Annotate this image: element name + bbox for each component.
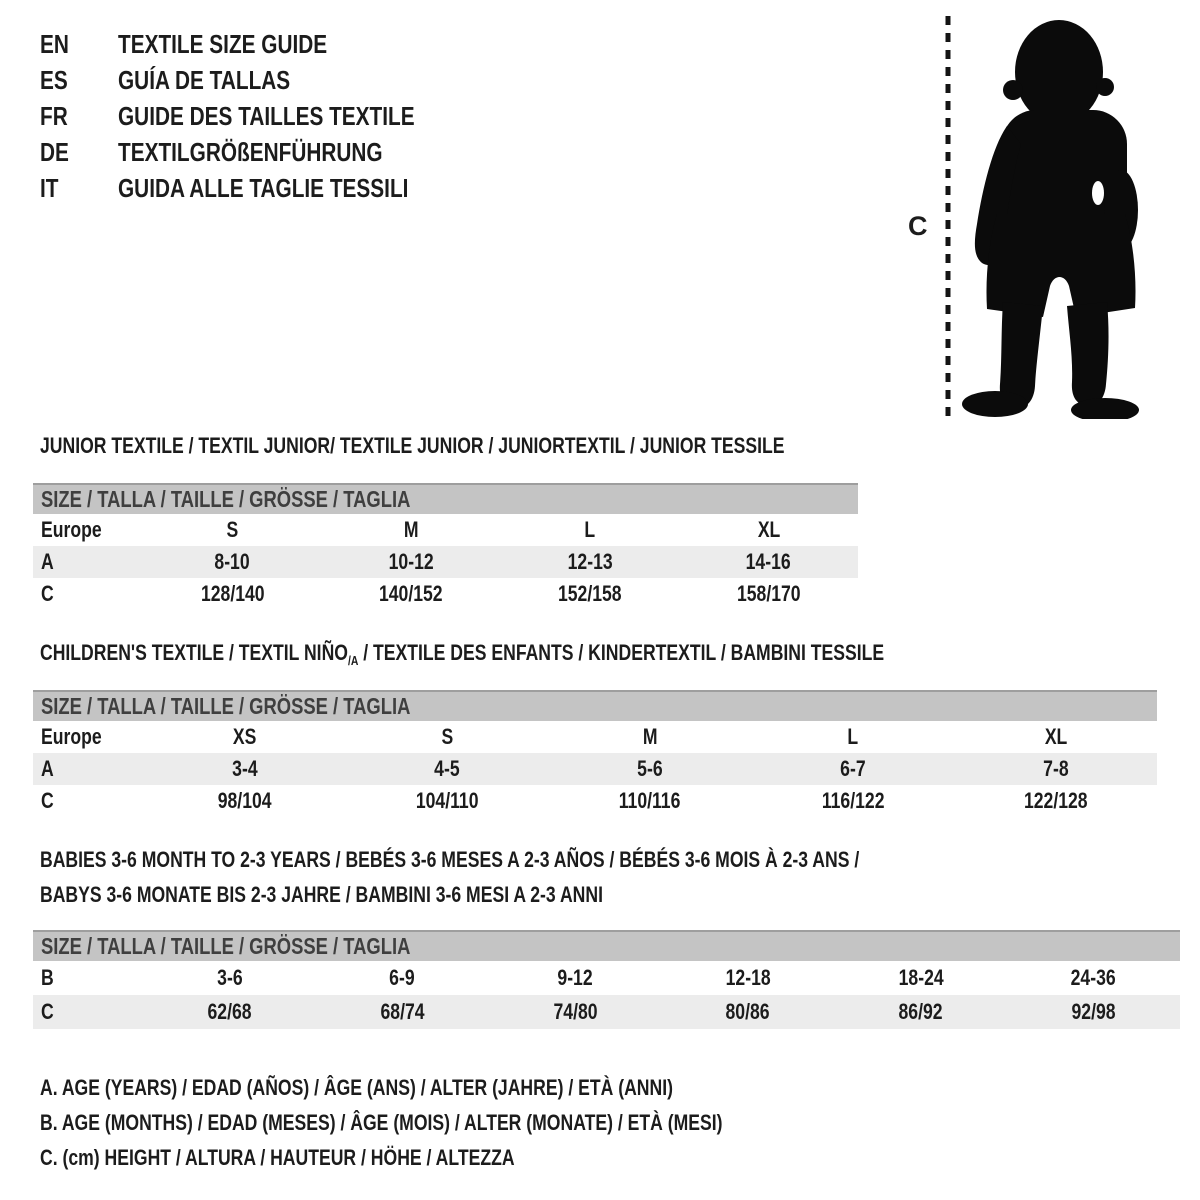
section-title-post: / TEXTILE DES ENFANTS / KINDERTEXTIL / BAMBINI TESSILE [358,640,885,665]
table-cell [346,724,549,750]
table-cell-text: 68/74 [380,999,425,1024]
table-cell-text: 6-7 [840,756,866,781]
table-cell-text: 122/128 [1023,788,1088,813]
row-label-text: C [41,788,54,813]
section-title-line2 [40,881,744,909]
table-cell-text: S [441,724,454,749]
table-cell-text: 18-24 [898,965,944,990]
guide-title-text: GUIDA ALLE TAGLIE TESSILI [118,172,409,203]
legend-note-a [40,1070,893,1105]
row-label [33,581,143,607]
table-cell-text: XL [757,517,780,542]
table-cell-text: 80/86 [725,999,770,1024]
table-cell [143,517,322,543]
table-cell [1007,999,1180,1025]
size-table-junior [33,483,858,610]
size-table-babies [33,930,1180,1029]
table-cell [143,724,346,750]
table-cell [316,965,489,991]
table-cell [954,788,1157,814]
toddler-silhouette-icon [955,14,1145,419]
table-cell-text: 92/98 [1071,999,1116,1024]
row-label-text: Europe [41,517,102,542]
section-title [40,846,1064,874]
table-cell-text: L [584,517,596,542]
row-label-text: C [41,999,54,1024]
table-cell-text: 3-4 [231,756,258,781]
section-title [40,432,971,460]
language-code [40,65,118,96]
section-title-text [40,640,884,668]
language-code [40,173,118,204]
height-measure-label: C [908,211,928,241]
table-cell-text: 104/110 [415,788,479,813]
row-label-text: A [41,549,54,574]
table-cell-text: 152/158 [558,581,622,606]
size-table-children [33,690,1157,817]
table-cell [489,999,662,1025]
language-title-block [40,26,489,206]
language-code-text: EN [40,28,69,59]
language-row-fr [40,98,489,134]
section-title-pre: CHILDREN'S TEXTILE / TEXTIL NIÑO [40,640,348,665]
size-header-bar [33,930,1180,961]
table-cell [501,517,680,543]
language-code [40,29,118,60]
table-cell [346,756,549,782]
table-cell [751,724,954,750]
language-row-en [40,26,489,62]
table-cell-text: 8-10 [214,549,250,574]
row-label [33,965,143,991]
size-header-bar [33,690,1157,721]
table-row-europe [33,514,858,546]
table-cell-text: 4-5 [434,756,460,781]
table-cell [489,965,662,991]
table-cell-text: 140/152 [379,581,443,606]
table-row-europe [33,721,1157,753]
table-cell [661,965,834,991]
row-label-text: A [41,756,54,781]
row-label [33,724,143,750]
table-cell-text: 86/92 [898,999,943,1024]
language-code-text: IT [40,172,59,203]
height-measure-dashed-line-icon [945,16,951,418]
table-cell-text: 12-13 [567,549,613,574]
guide-title-text: GUIDE DES TAILLES TEXTILE [118,100,415,131]
row-label-text: Europe [41,724,102,749]
row-label [33,788,143,814]
guide-title-text: GUÍA DE TALLAS [118,64,291,95]
language-row-de [40,134,489,170]
table-cell [143,581,322,607]
table-cell [549,724,752,750]
table-cell-text: 9-12 [557,965,593,990]
table-cell-text: 24-36 [1071,965,1117,990]
table-cell [954,724,1157,750]
table-cell [751,788,954,814]
table-row-a [33,546,858,578]
table-cell [501,581,680,607]
section-title-subscript: /A [347,653,359,668]
table-cell-text: 10-12 [388,549,434,574]
size-header-text: SIZE / TALLA / TAILLE / GRÖSSE / TAGLIA [41,933,411,959]
table-cell [143,965,316,991]
table-cell-text: XS [232,724,257,749]
table-cell-text: L [847,724,859,749]
table-cell-text: 74/80 [553,999,598,1024]
table-cell [679,549,858,575]
row-label [33,517,143,543]
table-cell [322,549,501,575]
table-cell [322,517,501,543]
legend-note-b [40,1105,893,1140]
section-title-line1: BABIES 3-6 MONTH TO 2-3 YEARS / BEBÉS 3-6 MESES A 2-3 AÑOS / BÉBÉS 3-6 MOIS À 2-3 ANS / [40,847,860,872]
table-cell-text: 14-16 [746,549,792,574]
language-code-text: ES [40,64,68,95]
table-cell-text: M [642,724,658,749]
table-cell-text: 6-9 [389,965,415,990]
language-code [40,101,118,132]
legend-note-text: B. AGE (MONTHS) / EDAD (MESES) / ÂGE (MOIS) / ALTER (MONATE) / ETÀ (MESI) [40,1109,723,1135]
section-title-line2-text: BABYS 3-6 MONATE BIS 2-3 JAHRE / BAMBINI 3-6 MESI A 2-3 ANNI [40,882,603,907]
table-cell-text: 116/122 [821,788,885,813]
table-cell-text: 128/140 [200,581,265,606]
table-cell [143,788,346,814]
table-cell [751,756,954,782]
guide-title-text: TEXTILE SIZE GUIDE [118,28,328,59]
table-cell [143,549,322,575]
legend-note-c [40,1140,893,1175]
legend-note-text: A. AGE (YEARS) / EDAD (AÑOS) / ÂGE (ANS) / ALTER (JAHRE) / ETÀ (ANNI) [40,1074,673,1100]
table-cell [143,999,316,1025]
table-cell-text: 110/116 [619,788,681,813]
table-cell-text: S [226,517,239,542]
language-code [40,137,118,168]
table-cell [549,788,752,814]
table-cell-text: XL [1044,724,1067,749]
table-cell [954,756,1157,782]
table-row-c [33,578,858,610]
table-cell [316,999,489,1025]
table-cell [346,788,549,814]
language-row-es [40,62,489,98]
table-row-c [33,785,1157,817]
section-title-text [40,433,785,459]
table-cell-text: 62/68 [207,999,252,1024]
table-cell [834,965,1007,991]
table-cell-text: 12-18 [725,965,771,990]
table-cell-text: M [403,517,419,542]
table-cell [322,581,501,607]
table-row-a [33,753,1157,785]
section-title-text [40,847,859,873]
table-cell [679,581,858,607]
size-header-bar [33,483,858,514]
table-cell-text: 5-6 [637,756,663,781]
table-cell [549,756,752,782]
table-cell [679,517,858,543]
legend-notes [40,1070,893,1175]
section-title [40,640,1095,668]
table-cell [1007,965,1180,991]
legend-note-text: C. (cm) HEIGHT / ALTURA / HAUTEUR / HÖHE / ALTEZZA [40,1144,515,1170]
size-header-text: SIZE / TALLA / TAILLE / GRÖSSE / TAGLIA [41,693,411,719]
row-label [33,756,143,782]
section-title-line1: JUNIOR TEXTILE / TEXTIL JUNIOR/ TEXTILE JUNIOR / JUNIORTEXTIL / JUNIOR TESSILE [40,433,785,458]
size-header-text: SIZE / TALLA / TAILLE / GRÖSSE / TAGLIA [41,486,411,512]
row-label-text: B [41,965,54,990]
language-code-text: DE [40,136,69,167]
table-cell-text: 3-6 [216,965,243,990]
table-row-c [33,995,1180,1029]
row-label [33,999,143,1025]
table-row-b [33,961,1180,995]
language-row-it [40,170,489,206]
table-cell [143,756,346,782]
row-label-text: C [41,581,54,606]
table-cell [661,999,834,1025]
table-cell-text: 7-8 [1042,756,1069,781]
language-code-text: FR [40,100,68,131]
table-cell-text: 158/170 [736,581,801,606]
table-cell [501,549,680,575]
table-cell-text: 98/104 [217,788,272,813]
guide-title-text: TEXTILGRÖßENFÜHRUNG [118,136,383,167]
table-cell [834,999,1007,1025]
row-label [33,549,143,575]
